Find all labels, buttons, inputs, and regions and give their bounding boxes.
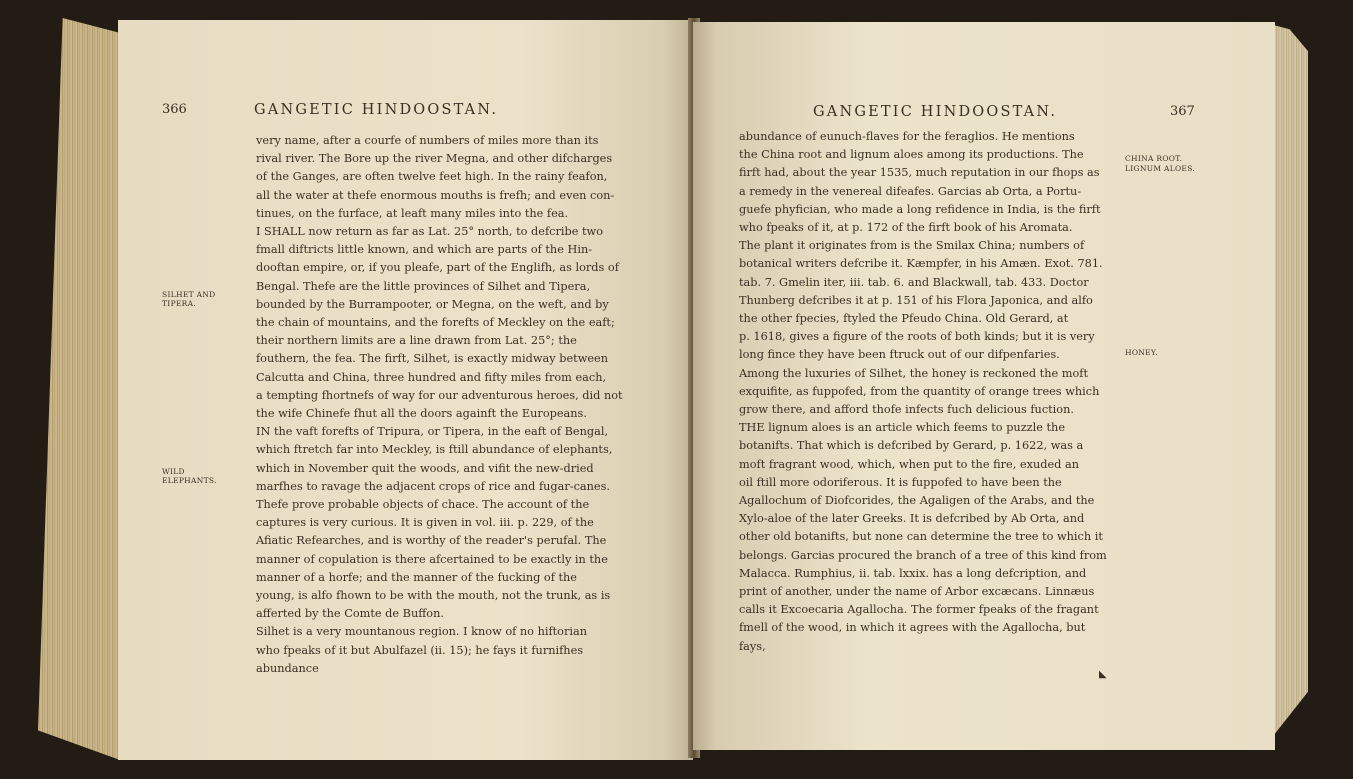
text-line: manner of a horfe; and the manner of the fucking of the: [256, 570, 577, 584]
text-line: rival river. The Bore up the river Megna, and other difcharges: [256, 152, 613, 166]
text-line: manner of copulation is there afcertained to be exactly in the: [256, 552, 608, 566]
text-line: of the Ganges, are often twelve feet high. In the rainy feafon,: [256, 170, 608, 184]
text-line: fmell of the wood, in which it agrees with the Agallocha, but: [739, 621, 1086, 635]
text-line: a tempting fhortnefs of way for our adventurous heroes, did not: [256, 388, 623, 402]
right-page: [693, 22, 1275, 750]
text-line: which in November quit the woods, and vifit the new-dried: [256, 461, 594, 475]
text-line: botanifts. That which is defcribed by Gerard, p. 1622, was a: [739, 439, 1084, 453]
text-line: belongs. Garcias procured the branch of a tree of this kind from: [739, 548, 1107, 562]
text-line: Xylo-aloe of the later Greeks. It is defcribed by Ab Orta, and: [739, 512, 1085, 526]
left-running-head: GANGETIC HINDOOSTAN.: [254, 102, 499, 118]
text-line: Calcutta and China, three hundred and fifty miles from each,: [256, 370, 607, 384]
text-line: bounded by the Burrampooter, or Megna, on the weft, and by: [256, 297, 609, 311]
text-line: the chain of mountains, and the forefts of Meckley on the eaft;: [256, 316, 615, 330]
text-line: who fpeaks of it but Abulfazel (ii. 15); he fays it furnifhes: [256, 643, 584, 657]
text-line: botanical writers defcribe it. Kæmpfer, in his Amæn. Exot. 781.: [739, 257, 1103, 271]
text-line: IN the vaft forefts of Tripura, or Tipera, in the eaft of Bengal,: [256, 425, 609, 439]
text-line: I SHALL now return as far as Lat. 25° north, to defcribe two: [256, 225, 603, 239]
text-line: a remedy in the venereal difeafes. Garcias ab Orta, a Portu-: [739, 184, 1082, 198]
text-line: very name, after a courfe of numbers of miles more than its: [256, 134, 599, 147]
margin-note-lignum-aloes: LIGNUM ALOES.: [1125, 164, 1196, 173]
text-line: grow there, and afford thofe infects fuch delicious fuction.: [739, 403, 1074, 417]
text-line: exquifite, as fuppofed, from the quantity of orange trees which: [739, 384, 1100, 398]
margin-note-silhet: SILHET AND TIPERA.: [162, 290, 216, 308]
text-line: guefe phyfician, who made a long refidence in India, is the firft: [739, 202, 1101, 216]
text-line: all the water at thefe enormous mouths is frefh; and even con-: [256, 188, 615, 202]
text-line: Silhet is a very mountanous region. I know of no hiftorian: [256, 625, 588, 639]
text-line: p. 1618, gives a figure of the roots of both kinds; but it is very: [739, 330, 1095, 344]
text-line: the other fpecies, ftyled the Pfeudo China. Old Gerard, at: [739, 312, 1069, 326]
text-line: firft had, about the year 1535, much reputation in our fhops as: [739, 166, 1100, 180]
margin-note-china-root: CHINA ROOT.: [1125, 154, 1183, 163]
text-line: THE lignum aloes is an article which feems to puzzle the: [739, 421, 1066, 435]
text-line: Thunberg defcribes it at p. 151 of his Flora Japonica, and alfo: [739, 293, 1093, 307]
text-line: moft fragrant wood, which, when put to the fire, exuded an: [739, 457, 1079, 471]
text-line: other old botanifts, but none can determine the tree to which it: [739, 530, 1103, 544]
text-line: Afiatic Refearches, and is worthy of the reader's perufal. The: [256, 534, 607, 548]
text-line: abundance: [256, 661, 319, 675]
text-line: fmall diftricts little known, and which are parts of the Hin-: [256, 243, 593, 257]
text-line: Malacca. Rumphius, ii. tab. lxxix. has a long defcription, and: [739, 566, 1087, 580]
text-line: young, is alfo fhown to be with the mouth, not the trunk, as is: [256, 589, 611, 603]
text-line: who fpeaks of it, at p. 172 of the firft book of his Aromata.: [739, 221, 1073, 235]
text-line: tinues, on the furface, at leaft many miles into the fea.: [256, 206, 569, 220]
text-line: long fince they have been ftruck out of our difpenfaries.: [739, 348, 1060, 362]
text-line: Agallochum of Diofcorides, the Agaligen of the Arabs, and the: [739, 494, 1095, 508]
text-line: Among the luxuries of Silhet, the honey is reckoned the moft: [739, 366, 1088, 380]
text-line: Thefe prove probable objects of chace. The account of the: [256, 498, 590, 512]
text-line: dooftan empire, or, if you pleafe, part of the Englifh, as lords of: [256, 261, 619, 275]
right-page-number: 367: [1170, 104, 1195, 119]
text-line: Bengal. Thefe are the little provinces of Silhet and Tipera,: [256, 279, 591, 293]
corner-mark: ◣: [1099, 669, 1107, 680]
left-page: [118, 20, 693, 760]
text-line: the wife Chinefe fhut all the doors againft the Europeans.: [256, 407, 587, 421]
text-line: fouthern, the fea. The firft, Silhet, is exactly midway between: [256, 352, 609, 366]
text-line: calls it Excoecaria Agallocha. The former fpeaks of the fragant: [739, 603, 1099, 617]
text-line: their northern limits are a line drawn from Lat. 25°; the: [256, 334, 577, 348]
margin-note-honey: HONEY.: [1125, 348, 1158, 357]
text-line: the China root and lignum aloes among its productions. The: [739, 148, 1084, 162]
text-line: afferted by the Comte de Buffon.: [256, 607, 444, 621]
text-line: fays,: [739, 639, 766, 653]
right-running-head: GANGETIC HINDOOSTAN.: [813, 104, 1058, 120]
text-line: tab. 7. Gmelin iter, iii. tab. 6. and Blackwall, tab. 433. Doctor: [739, 275, 1089, 289]
text-line: The plant it originates from is the Smilax China; numbers of: [739, 239, 1085, 253]
text-line: captures is very curious. It is given in vol. iii. p. 229, of the: [256, 516, 594, 530]
left-page-body: [256, 132, 623, 678]
text-line: oil ftill more odoriferous. It is fuppofed to have been the: [739, 475, 1062, 489]
left-page-number: 366: [162, 102, 187, 117]
margin-note-wild-elephants: WILD ELEPHANTS.: [162, 467, 217, 485]
right-page-body: [739, 128, 1107, 656]
text-line: which ftretch far into Meckley, is ftill abundance of elephants,: [256, 443, 613, 457]
text-line: abundance of eunuch-flaves for the feraglios. He mentions: [739, 130, 1075, 143]
text-line: marfhes to ravage the adjacent crops of rice and fugar-canes.: [256, 479, 611, 493]
left-page-edges: [38, 18, 120, 760]
text-line: print of another, under the name of Arbor excæcans. Linnæus: [739, 585, 1095, 599]
